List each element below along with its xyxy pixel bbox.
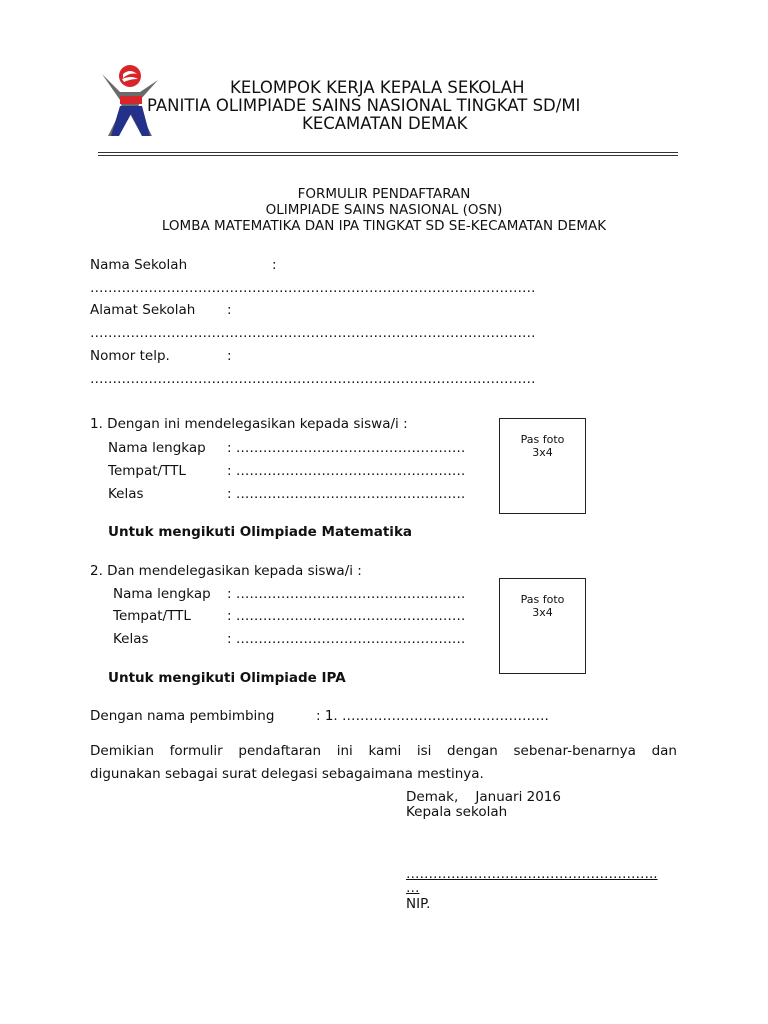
student2-photo-label: Pas foto (520, 593, 565, 606)
student2-ttl-value: : …………………………………………… (227, 608, 466, 624)
student1-ttl-value: : …………………………………………… (227, 463, 466, 479)
mentor-label: Dengan nama pembimbing (90, 708, 275, 724)
student1-photo-box (499, 418, 586, 514)
school-address-colon: : (227, 302, 232, 318)
school-phone-label: Nomor telp. (90, 348, 170, 364)
school-name-dots: ……………………………………………………………………………………… (90, 280, 536, 296)
student1-name-label: Nama lengkap (108, 440, 206, 456)
student1-intro: 1. Dengan ini mendelegasikan kepada siswa/i : (90, 416, 408, 432)
school-phone-colon: : (227, 348, 232, 364)
header-divider-bottom (98, 155, 678, 156)
student2-class-label: Kelas (113, 631, 149, 647)
student2-name-value: : …………………………………………… (227, 586, 466, 602)
school-name-label: Nama Sekolah (90, 257, 188, 273)
student2-ttl-label: Tempat/TTL (113, 608, 191, 624)
signature-place-date: Demak, Januari 2016 (406, 789, 561, 805)
school-name-colon: : (272, 257, 277, 273)
student1-photo-size: 3x4 (532, 446, 553, 459)
student1-name-value: : …………………………………………… (227, 440, 466, 456)
student1-class-label: Kelas (108, 486, 144, 502)
header-line-1: KELOMPOK KERJA KEPALA SEKOLAH (230, 78, 525, 97)
student1-photo-label: Pas foto (520, 433, 565, 446)
signature-role: Kepala sekolah (406, 804, 508, 820)
student1-competition: Untuk mengikuti Olimpiade Matematika (108, 524, 413, 540)
header-line-2: PANITIA OLIMPIADE SAINS NASIONAL TINGKAT SD/MI (147, 96, 581, 115)
school-address-dots: ……………………………………………………………………………………… (90, 325, 536, 341)
header-divider-top (98, 152, 678, 153)
student2-name-label: Nama lengkap (113, 586, 211, 602)
student1-ttl-label: Tempat/TTL (108, 463, 186, 479)
form-title-line-1: FORMULIR PENDAFTARAN (297, 186, 471, 202)
signature-line-continued: … (406, 880, 420, 896)
statement-line-1: Demikian formulir pendaftaran ini kami isi dengan sebenar-benarnya dan (90, 743, 677, 759)
student2-intro: 2. Dan mendelegasikan kepada siswa/i : (90, 563, 362, 579)
student2-photo-size: 3x4 (532, 606, 553, 619)
student2-photo-box (499, 578, 586, 674)
school-phone-dots: ……………………………………………………………………………………… (90, 371, 536, 387)
form-title-line-3: LOMBA MATEMATIKA DAN IPA TINGKAT SD SE-KECAMATAN DEMAK (161, 218, 607, 234)
signature-nip: NIP. (406, 896, 431, 912)
header-line-3: KECAMATAN DEMAK (302, 114, 468, 133)
student2-competition: Untuk mengikuti Olimpiade IPA (108, 670, 346, 686)
student1-class-value: : …………………………………………… (227, 486, 466, 502)
form-title-line-2: OLIMPIADE SAINS NASIONAL (OSN) (265, 202, 503, 218)
signature-line: ……………………………………………….. (406, 866, 658, 882)
school-address-label: Alamat Sekolah (90, 302, 196, 318)
mentor-value: : 1. ………………………………………. (316, 708, 549, 724)
statement-line-2: digunakan sebagai surat delegasi sebagaimana mestinya. (90, 766, 484, 782)
student2-class-value: : …………………………………………… (227, 631, 466, 647)
